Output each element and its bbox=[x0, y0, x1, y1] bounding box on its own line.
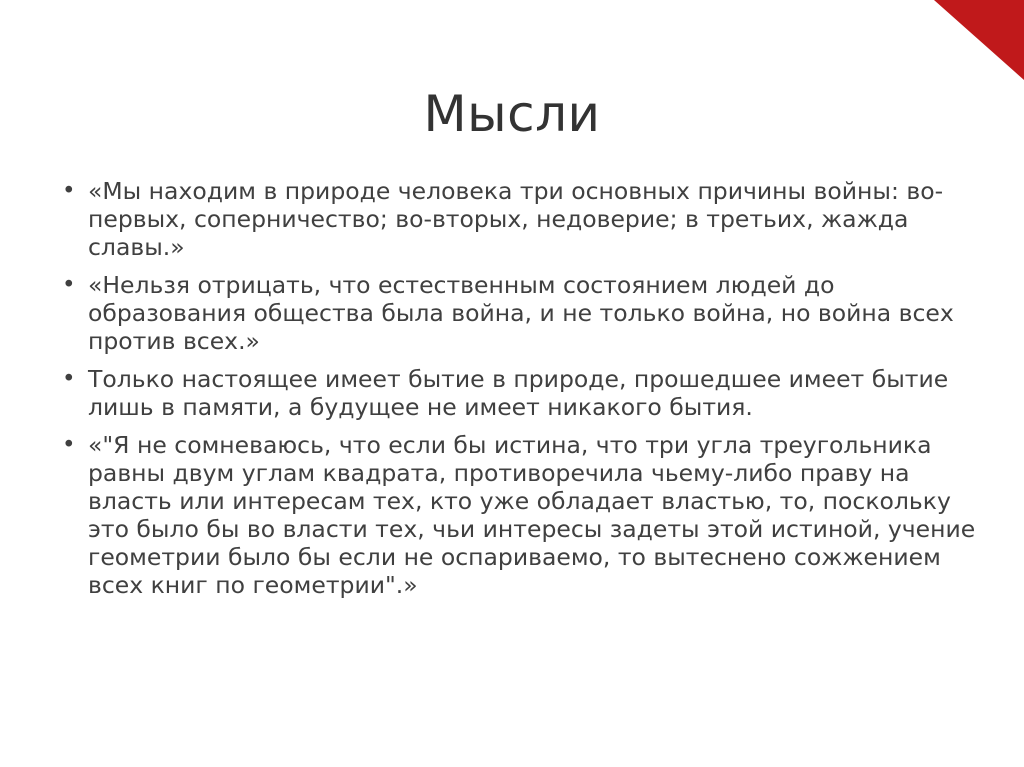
bullet-item bbox=[62, 431, 982, 599]
bullet-dot-icon: • bbox=[62, 432, 76, 458]
bullet-text: «"Я не сомневаюсь, что если бы истина, что три угла треугольника равны двум углам квадрата, противоречила чьему-либо праву на власть или интересам тех, кто уже обладает властью, то, поскольку это было бы во власти тех, чьи интересы задеты этой истиной, учение геометрии было бы если не оспариваемо, то вытеснено сожжением всех книг по геометрии".» bbox=[88, 431, 976, 599]
bullet-item bbox=[62, 271, 982, 355]
bullet-dot-icon: • bbox=[62, 178, 76, 204]
bullet-dot-icon: • bbox=[62, 366, 76, 392]
bullet-list bbox=[62, 177, 982, 609]
slide-title: Мысли bbox=[423, 85, 601, 143]
bullet-text: «Нельзя отрицать, что естественным состоянием людей до образования общества была война, и не только война, но война всех против всех.» bbox=[88, 271, 954, 355]
bullet-item bbox=[62, 365, 982, 421]
bullet-text: Только настоящее имеет бытие в природе, прошедшее имеет бытие лишь в памяти, а будущее не имеет никакого бытия. bbox=[88, 365, 949, 421]
bullet-dot-icon: • bbox=[62, 272, 76, 298]
bullet-item bbox=[62, 177, 982, 261]
bullet-text: «Мы находим в природе человека три основных причины войны: во-первых, соперничество; во-вторых, недоверие; в третьих, жажда славы.» bbox=[88, 177, 944, 261]
corner-accent-fill bbox=[934, 0, 1024, 80]
corner-accent-triangle bbox=[934, 0, 1024, 80]
